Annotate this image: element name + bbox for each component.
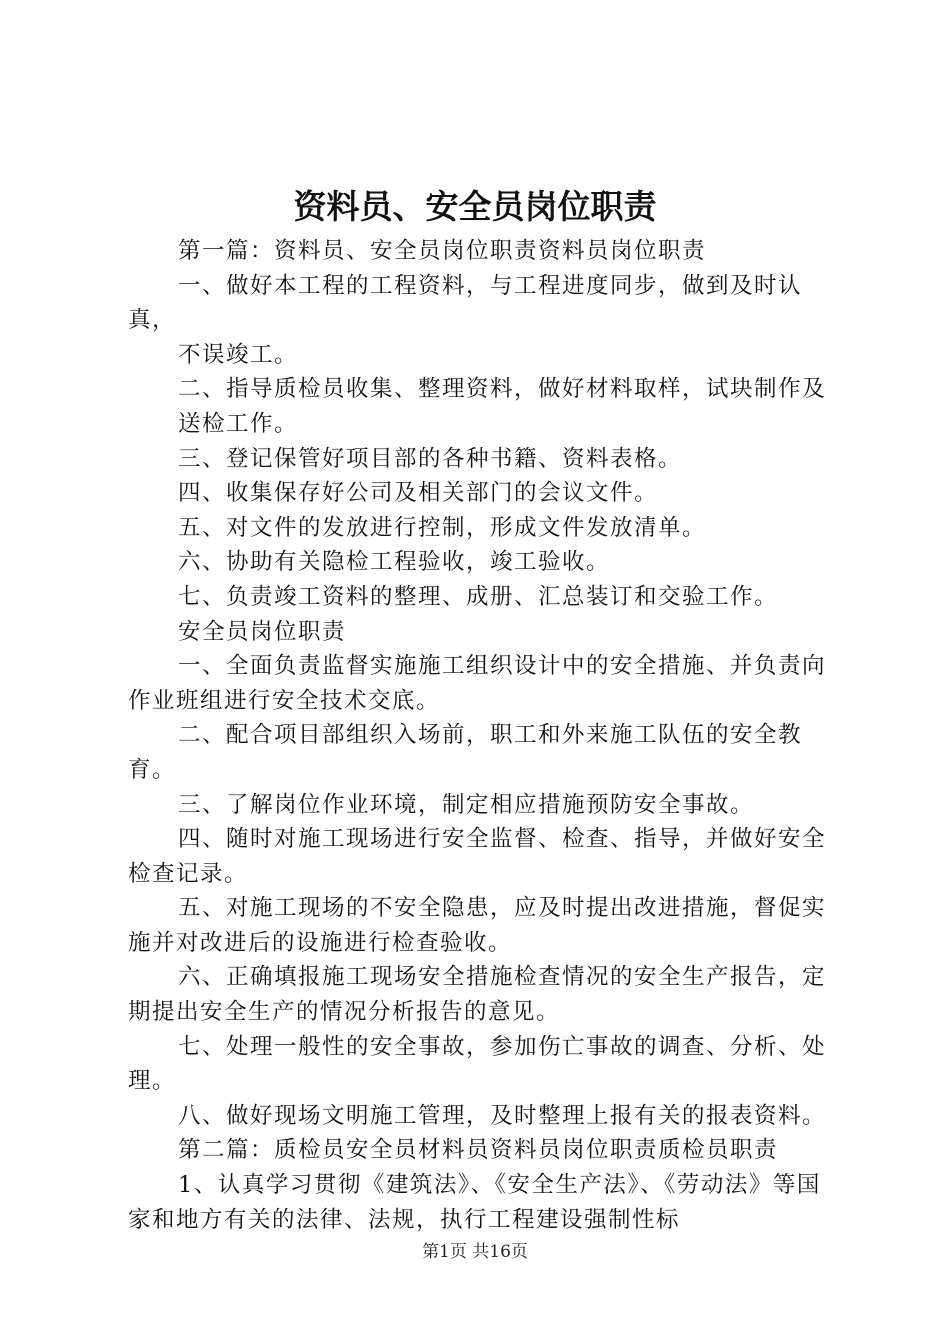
paragraph: 第一篇：资料员、安全员岗位职责资料员岗位职责 (178, 238, 707, 264)
document-body (128, 234, 834, 1237)
paragraph: 1、认真学习贯彻《建筑法》、《安全生产法》、《劳动法》等国家和地方有关的法律、法规，执行工程建设强制性标 (128, 1172, 821, 1233)
paragraph: 二、配合项目部组织入场前，职工和外来施工队伍的安全教育。 (128, 722, 803, 783)
paragraph: 七、处理一般性的安全事故，参加伤亡事故的调查、分析、处理。 (128, 1033, 827, 1095)
paragraph: 一、做好本工程的工程资料，与工程进度同步，做到及时认真， (128, 272, 803, 334)
paragraph: 一、全面负责监督实施施工组织设计中的安全措施、并负责向作业班组进行安全技术交底。 (128, 653, 827, 714)
paragraph: 四、收集保存好公司及相关部门的会议文件。 (178, 480, 659, 507)
paragraph: 四、随时对施工现场进行安全监督、检查、指导，并做好安全检查记录。 (128, 826, 827, 887)
section-heading: 第二篇：质检员安全员材料员资料员岗位职责质检员职责 (178, 1137, 779, 1164)
paragraph: 八、做好现场文明施工管理，及时整理上报有关的报表资料。 (178, 1102, 827, 1129)
paragraph: 七、负责竣工资料的整理、成册、汇总装订和交验工作。 (178, 583, 779, 610)
paragraph: 五、对施工现场的不安全隐患，应及时提出改进措施，督促实施并对改进后的设施进行检查验收。 (128, 895, 827, 956)
paragraph: 送检工作。 (178, 410, 299, 437)
section-heading: 安全员岗位职责 (178, 618, 347, 645)
document-title: 资料员、安全员岗位职责 (293, 187, 657, 226)
paragraph: 五、对文件的发放进行控制，形成文件发放清单。 (178, 514, 707, 541)
paragraph: 二、指导质检员收集、整理资料，做好材料取样，试块制作及 (178, 376, 827, 403)
paragraph: 不误竣工。 (178, 341, 299, 368)
paragraph: 六、正确填报施工现场安全措施检查情况的安全生产报告，定期提出安全生产的情况分析报告的意见。 (128, 964, 827, 1026)
paragraph: 六、协助有关隐检工程验收，竣工验收。 (178, 549, 611, 576)
paragraph: 三、登记保管好项目部的各种书籍、资料表格。 (178, 445, 683, 472)
paragraph: 三、了解岗位作业环境，制定相应措施预防安全事故。 (178, 791, 755, 818)
page-footer: 第1页 共16页 (422, 1242, 528, 1262)
